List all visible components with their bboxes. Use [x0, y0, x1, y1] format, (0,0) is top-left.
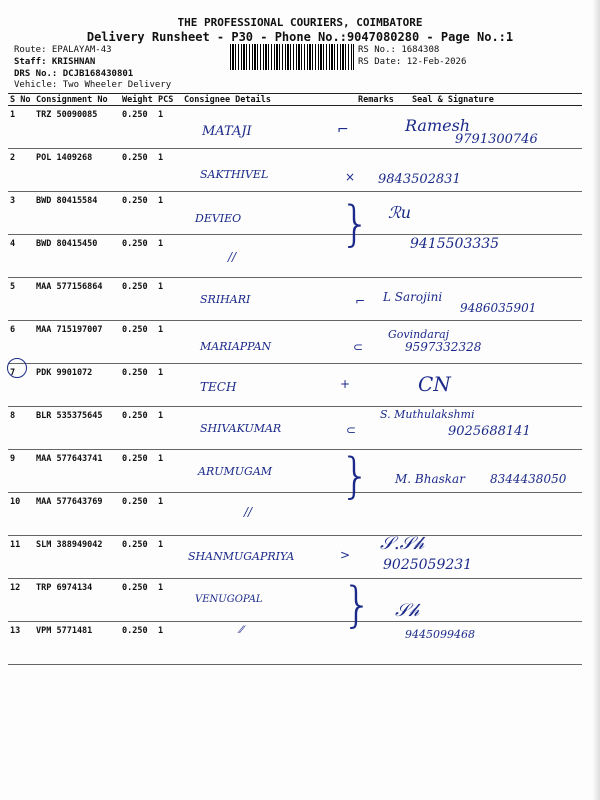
signature-1: Ramesh: [405, 116, 471, 135]
col-signature: Seal & Signature: [410, 94, 582, 106]
row-consignment: BLR 535375645: [34, 407, 120, 450]
col-remarks: Remarks: [356, 94, 410, 106]
runsheet-subtitle: Delivery Runsheet - P30 - Phone No.:9047080280 - Page No.:1: [86, 30, 514, 44]
phone-5: 9486035901: [460, 301, 537, 315]
row-sno: 5: [8, 278, 34, 321]
signature-5: L Sarojini: [383, 290, 443, 304]
phone-11: 9025059231: [383, 557, 473, 573]
row-weight: 0.250: [120, 192, 156, 235]
col-pcs: PCS: [156, 94, 182, 106]
row-consignment: MAA 577643741: [34, 450, 120, 493]
remark-6: ⊂: [353, 340, 364, 354]
row-consignment: TRZ 50090085: [34, 106, 120, 149]
table-row: [8, 493, 582, 536]
ditto-13: ⁄⁄: [240, 625, 244, 636]
row-consignee: [182, 622, 356, 665]
brace-12-13: }: [342, 577, 373, 633]
row-sno: 2: [8, 149, 34, 192]
row-sno: 1: [8, 106, 34, 149]
row-signature: [410, 450, 582, 493]
row-pcs: 1: [156, 622, 182, 665]
row-weight: 0.250: [120, 364, 156, 407]
table-row: [8, 192, 582, 235]
row-sno: 10: [8, 493, 34, 536]
route: Route: EPALAYAM-43: [14, 45, 112, 55]
row-remarks: [356, 364, 410, 407]
row-sno: 13: [8, 622, 34, 665]
row-consignment: PDK 9901072: [34, 364, 120, 407]
signature-7: CN: [418, 372, 451, 396]
brace-9-10: }: [340, 448, 371, 504]
ditto-4: //: [228, 250, 237, 264]
signature-3: ℛu: [388, 203, 412, 222]
phone-4: 9415503335: [410, 236, 500, 252]
row-pcs: 1: [156, 149, 182, 192]
drs-number: DRS No.: DCJB168430801: [14, 69, 134, 79]
row-sno: 3: [8, 192, 34, 235]
row-consignment: TRP 6974134: [34, 579, 120, 622]
consignee-9: ARUMUGAM: [198, 465, 273, 478]
row-pcs: 1: [156, 407, 182, 450]
row-consignment: POL 1409268: [34, 149, 120, 192]
signature-9: M. Bhaskar: [395, 472, 465, 486]
col-consignee: Consignee Details: [182, 94, 356, 106]
row-consignment: VPM 5771481: [34, 622, 120, 665]
ditto-10: //: [244, 505, 253, 519]
row-consignee: [182, 235, 356, 278]
rs-date: RS Date: 12-Feb-2026: [358, 57, 467, 67]
barcode: [230, 44, 354, 70]
paper-edge: [592, 0, 600, 800]
row-consignment: BWD 80415450: [34, 235, 120, 278]
row-consignment: MAA 577156864: [34, 278, 120, 321]
row-pcs: 1: [156, 450, 182, 493]
company-title: THE PROFESSIONAL COURIERS, COIMBATORE: [177, 16, 423, 29]
staff: Staff: KRISHNAN: [14, 57, 96, 67]
row-pcs: 1: [156, 536, 182, 579]
row-signature: [410, 192, 582, 235]
row-sno: 6: [8, 321, 34, 364]
vehicle: Vehicle: Two Wheeler Delivery: [14, 80, 172, 90]
row-pcs: 1: [156, 278, 182, 321]
table-row: [8, 321, 582, 364]
phone-6: 9597332328: [405, 340, 482, 354]
row-weight: 0.250: [120, 536, 156, 579]
remark-7: +: [340, 377, 351, 391]
row-weight: 0.250: [120, 407, 156, 450]
table-header: [8, 94, 582, 106]
table-row: [8, 149, 582, 192]
phone-13: 9445099468: [405, 628, 475, 641]
row-signature: [410, 579, 582, 622]
signature-13: 𝒮𝒽: [395, 600, 420, 621]
consignee-3: DEVIEO: [195, 212, 242, 225]
row-sno: 8: [8, 407, 34, 450]
row-weight: 0.250: [120, 235, 156, 278]
table-row: [8, 364, 582, 407]
col-weight: Weight: [120, 94, 156, 106]
consignee-2: SAKTHIVEL: [200, 168, 269, 181]
phone-9: 8344438050: [490, 472, 567, 486]
row-weight: 0.250: [120, 493, 156, 536]
row-sno: 4: [8, 235, 34, 278]
row-pcs: 1: [156, 493, 182, 536]
row-weight: 0.250: [120, 321, 156, 364]
row-consignment: SLM 388949042: [34, 536, 120, 579]
col-consignment: Consignment No: [34, 94, 120, 106]
table-row: [8, 536, 582, 579]
row-signature: [410, 493, 582, 536]
row-pcs: 1: [156, 106, 182, 149]
row-sno: 12: [8, 579, 34, 622]
row-remarks: [356, 321, 410, 364]
row-consignment: BWD 80415584: [34, 192, 120, 235]
row-sno: 11: [8, 536, 34, 579]
remark-2: ×: [345, 170, 356, 184]
rs-info: [358, 44, 466, 68]
consignee-12: VENUGOPAL: [195, 594, 263, 605]
signature-11: 𝒮.𝒮𝒽: [380, 533, 424, 554]
route-info: [14, 44, 133, 80]
row-sno: 9: [8, 450, 34, 493]
circle-mark: [7, 358, 27, 378]
col-sno: S No: [8, 94, 34, 106]
consignee-11: SHANMUGAPRIYA: [188, 550, 295, 563]
consignee-6: MARIAPPAN: [200, 340, 272, 353]
brace-3-4: }: [340, 196, 371, 252]
row-pcs: 1: [156, 579, 182, 622]
phone-8: 9025688141: [448, 424, 531, 439]
runsheet-table: [8, 93, 582, 665]
row-pcs: 1: [156, 364, 182, 407]
table-row: [8, 579, 582, 622]
row-weight: 0.250: [120, 622, 156, 665]
remark-11: >: [340, 548, 351, 562]
consignee-5: SRIHARI: [200, 293, 251, 306]
remark-1: ⌐: [337, 122, 349, 138]
consignee-8: SHIVAKUMAR: [200, 422, 282, 435]
row-weight: 0.250: [120, 106, 156, 149]
remark-5: ⌐: [355, 294, 366, 308]
row-pcs: 1: [156, 192, 182, 235]
row-weight: 0.250: [120, 149, 156, 192]
row-consignee: [182, 493, 356, 536]
row-consignment: MAA 577643769: [34, 493, 120, 536]
consignee-1: MATAJI: [202, 124, 252, 139]
signature-6: Govindaraj: [388, 328, 450, 341]
table-row: [8, 450, 582, 493]
phone-1: 9791300746: [455, 132, 538, 147]
row-weight: 0.250: [120, 450, 156, 493]
row-pcs: 1: [156, 235, 182, 278]
row-remarks: [356, 106, 410, 149]
remark-8: ⊂: [346, 423, 357, 437]
rs-number: RS No.: 1684308: [358, 45, 440, 55]
row-consignment: MAA 715197007: [34, 321, 120, 364]
phone-2: 9843502831: [378, 172, 461, 187]
consignee-7: TECH: [200, 380, 237, 394]
signature-8: S. Muthulakshmi: [380, 408, 475, 421]
row-pcs: 1: [156, 321, 182, 364]
row-weight: 0.250: [120, 579, 156, 622]
row-sno: 7: [8, 364, 34, 407]
row-weight: 0.250: [120, 278, 156, 321]
table-row: [8, 622, 582, 665]
